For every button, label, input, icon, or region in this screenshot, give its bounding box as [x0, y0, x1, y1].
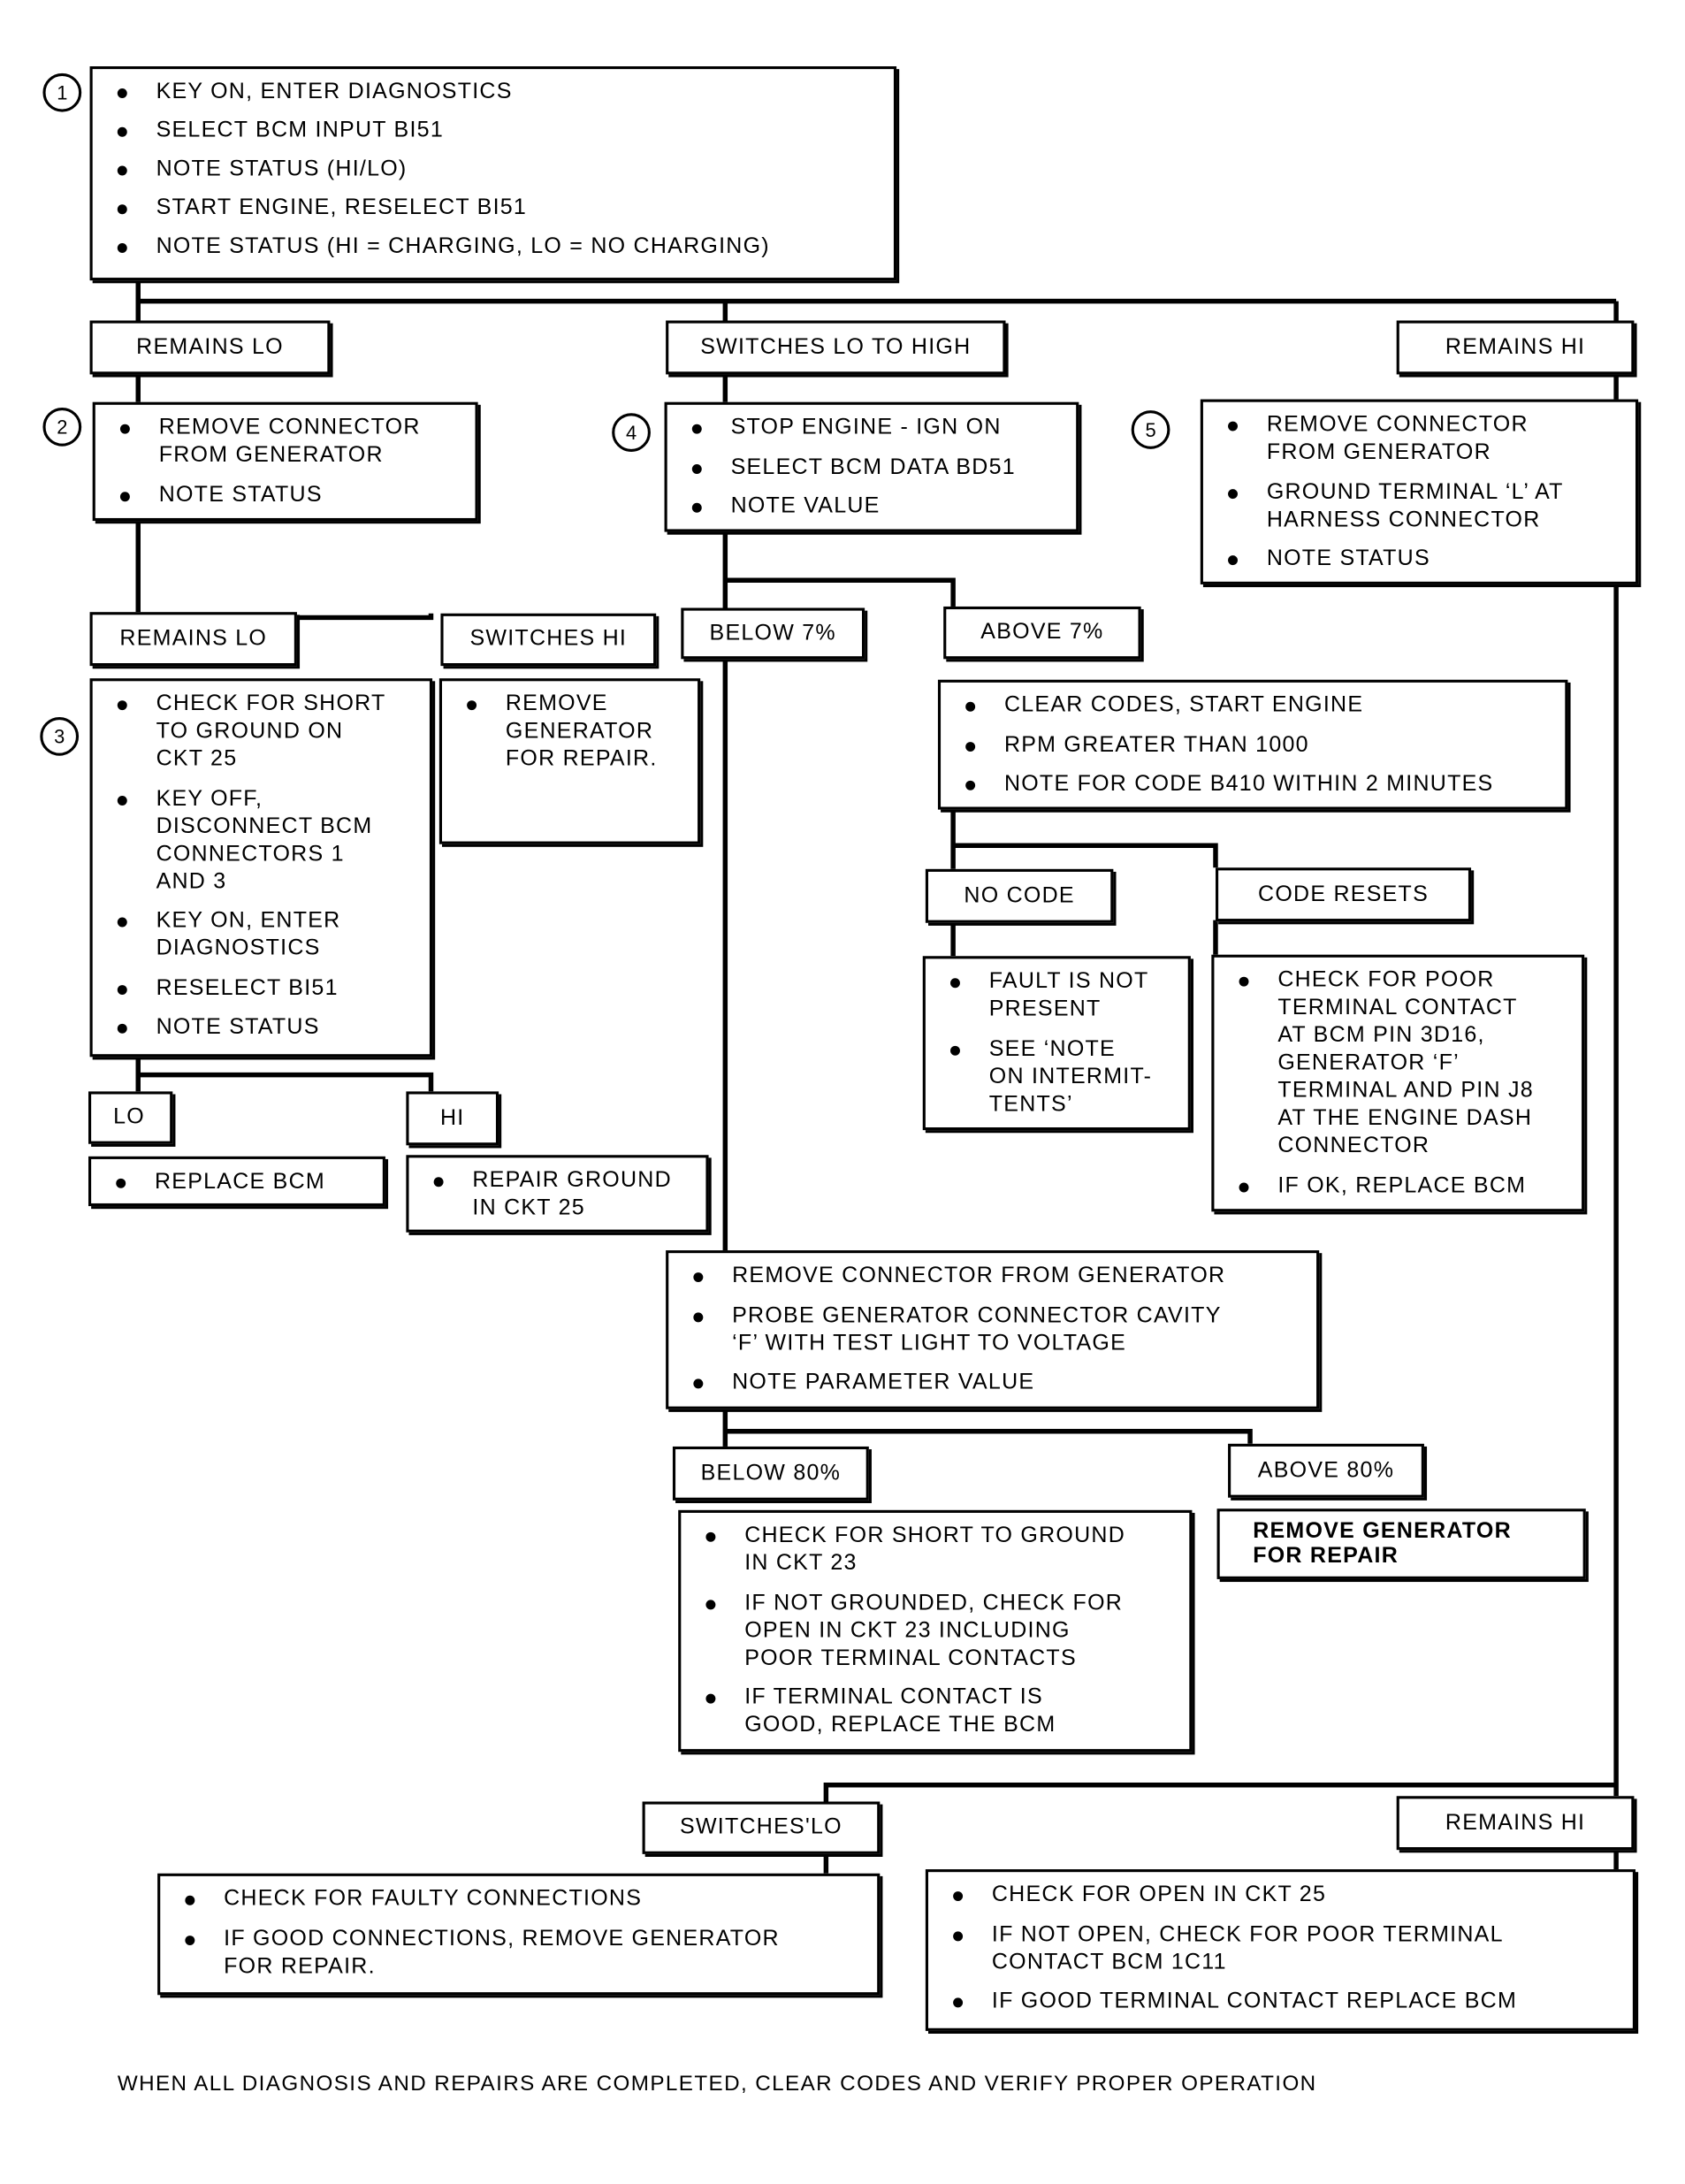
branch-hi: HI — [406, 1091, 499, 1145]
action-item: REMOVE GENERATOR FOR REPAIR — [1253, 1519, 1512, 1569]
step-1-box — [90, 66, 897, 280]
switches-lo-action-box — [157, 1874, 880, 1996]
step-item: CHECK FOR SHORT TO GROUND ON CKT 25 — [112, 691, 419, 774]
repair-ground-box — [406, 1155, 708, 1233]
action-item: IF OK, REPLACE BCM — [1233, 1172, 1570, 1200]
step-item: GROUND TERMINAL ‘L’ AT HARNESS CONNECTOR — [1223, 478, 1625, 534]
action-item: FAULT IS NOT PRESENT — [945, 968, 1178, 1024]
action-item: REPAIR GROUND IN CKT 25 — [428, 1167, 695, 1223]
action-item: NOTE FOR CODE B410 WITHIN 2 MINUTES — [960, 771, 1554, 798]
step-item: NOTE STATUS (HI/LO) — [112, 157, 883, 184]
action-item: REMOVE CONNECTOR FROM GENERATOR — [688, 1263, 1305, 1290]
action-item: CHECK FOR SHORT TO GROUND IN CKT 23 — [700, 1523, 1178, 1578]
branch-remains-lo: REMAINS LO — [90, 612, 297, 666]
action-item: CHECK FOR FAULTY CONNECTIONS — [179, 1886, 866, 1913]
branch-lo: LO — [88, 1091, 172, 1143]
step-item: KEY ON, ENTER DIAGNOSTICS — [112, 79, 883, 106]
step-item: REMOVE CONNECTOR FROM GENERATOR — [1223, 412, 1625, 468]
replace-bcm-box — [88, 1157, 385, 1206]
branch-remains-lo: REMAINS LO — [90, 321, 331, 375]
action-item: PROBE GENERATOR CONNECTOR CAVITY ‘F’ WITH TEST LIGHT TO VOLTAGE — [688, 1302, 1305, 1358]
branch-switches-lo: SWITCHES'LO — [643, 1802, 881, 1854]
branch-switches-lo-to-high: SWITCHES LO TO HIGH — [666, 321, 1005, 375]
step-item: NOTE VALUE — [687, 493, 1065, 521]
branch-below-7: BELOW 7% — [681, 608, 865, 660]
below-80-action-box — [678, 1510, 1192, 1752]
step-item: SELECT BCM INPUT BI51 — [112, 118, 883, 145]
wire — [138, 279, 1616, 321]
step-number-badge: 3 — [40, 717, 79, 756]
action-item: CHECK FOR OPEN IN CKT 25 — [948, 1882, 1622, 1909]
action-item: REMOVE GENERATOR FOR REPAIR. — [461, 691, 687, 774]
action-item: RPM GREATER THAN 1000 — [960, 731, 1554, 759]
action-remove-generator-box — [439, 678, 700, 844]
step-item: START ENGINE, RESELECT BI51 — [112, 195, 883, 222]
step-item: SELECT BCM DATA BD51 — [687, 454, 1065, 481]
action-item: IF GOOD TERMINAL CONTACT REPLACE BCM — [948, 1988, 1622, 2015]
step-number-badge: 5 — [1132, 410, 1170, 449]
action-item: REPLACE BCM — [111, 1169, 371, 1196]
step-number-badge: 4 — [612, 413, 651, 452]
branch-no-code: NO CODE — [926, 869, 1114, 923]
step-item: NOTE STATUS — [115, 482, 464, 509]
above-7-action-box — [938, 680, 1568, 810]
below-7-action-box — [666, 1250, 1319, 1409]
above-80-action-box — [1217, 1508, 1586, 1579]
footer-note: WHEN ALL DIAGNOSIS AND REPAIRS ARE COMPLETED, CLEAR CODES AND VERIFY PROPER OPERATION — [117, 2072, 1317, 2096]
step-item: KEY ON, ENTER DIAGNOSTICS — [112, 908, 419, 964]
action-item: IF NOT OPEN, CHECK FOR POOR TERMINAL CONTACT BCM 1C11 — [948, 1921, 1622, 1977]
action-item: IF GOOD CONNECTIONS, REMOVE GENERATOR FOR REPAIR. — [179, 1925, 866, 1981]
code-resets-action-box — [1211, 955, 1584, 1212]
no-code-action-box — [923, 956, 1191, 1130]
step-item: NOTE STATUS — [1223, 546, 1625, 573]
step-5-box — [1201, 400, 1638, 584]
step-2-box — [93, 402, 478, 521]
step-number-badge: 2 — [42, 408, 81, 447]
action-item: NOTE PARAMETER VALUE — [688, 1369, 1305, 1396]
step-item: RESELECT BI51 — [112, 974, 419, 1002]
action-item: CLEAR CODES, START ENGINE — [960, 692, 1554, 720]
branch-above-7: ABOVE 7% — [943, 607, 1140, 659]
branch-code-resets: CODE RESETS — [1216, 867, 1471, 921]
branch-below-80: BELOW 80% — [673, 1447, 869, 1501]
action-item: SEE ‘NOTE ON INTERMIT- TENTS’ — [945, 1035, 1178, 1119]
remains-hi-action-box — [926, 1869, 1635, 2031]
wire — [725, 1408, 1250, 1447]
step-item: NOTE STATUS — [112, 1014, 419, 1042]
branch-switches-hi: SWITCHES HI — [440, 614, 656, 666]
step-item: REMOVE CONNECTOR FROM GENERATOR — [115, 415, 464, 470]
step-3-box — [90, 678, 433, 1057]
branch-remains-hi: REMAINS HI — [1397, 321, 1635, 375]
step-4-box — [665, 402, 1079, 532]
step-number-badge: 1 — [42, 73, 81, 112]
action-item: IF TERMINAL CONTACT IS GOOD, REPLACE THE BCM — [700, 1684, 1178, 1740]
step-item: STOP ENGINE - IGN ON — [687, 415, 1065, 442]
wire — [138, 1056, 431, 1092]
step-item: KEY OFF, DISCONNECT BCM CONNECTORS 1 AND 3 — [112, 785, 419, 896]
action-item: CHECK FOR POOR TERMINAL CONTACT AT BCM PIN 3D16, GENERATOR ‘F’ TERMINAL AND PIN J8 AT THE ENGINE DASH CONNECTOR — [1233, 967, 1570, 1161]
step-item: NOTE STATUS (HI = CHARGING, LO = NO CHARGING) — [112, 233, 883, 261]
branch-above-80: ABOVE 80% — [1228, 1444, 1424, 1498]
action-item: IF NOT GROUNDED, CHECK FOR OPEN IN CKT 23 INCLUDING POOR TERMINAL CONTACTS — [700, 1590, 1178, 1673]
branch-remains-hi: REMAINS HI — [1397, 1796, 1635, 1850]
